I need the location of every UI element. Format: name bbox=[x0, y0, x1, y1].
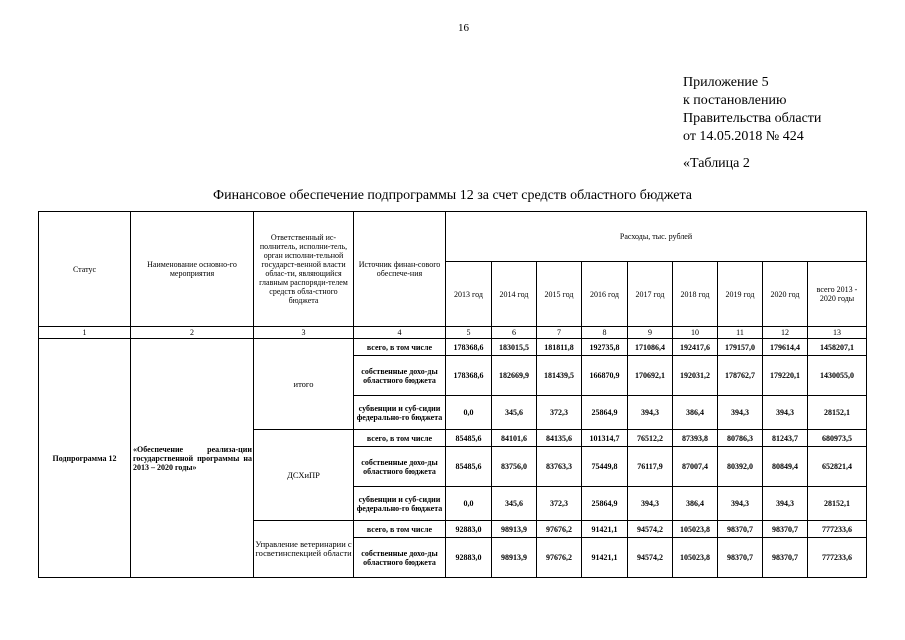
value-cell: 87393,8 bbox=[673, 430, 718, 447]
table-label: «Таблица 2 bbox=[683, 156, 750, 171]
status-cell: Подпрограмма 12 bbox=[39, 339, 131, 578]
value-cell: 680973,5 bbox=[808, 430, 867, 447]
header-executor: Ответственный ис-полнитель, исполни-тель, орган исполни-тельной государст-венной власти облас-ти, являющийся главным распоряди-телем средств обла-стного бюджета bbox=[254, 212, 354, 327]
value-cell: 92883,0 bbox=[446, 538, 492, 578]
column-number: 9 bbox=[628, 327, 673, 339]
value-cell: 98913,9 bbox=[492, 538, 537, 578]
value-cell: 181811,8 bbox=[537, 339, 582, 356]
document-title: Финансовое обеспечение подпрограммы 12 за счет средств областного бюджета bbox=[213, 188, 692, 203]
value-cell: 0,0 bbox=[446, 487, 492, 521]
value-cell: 28152,1 bbox=[808, 396, 867, 430]
value-cell: 97676,2 bbox=[537, 538, 582, 578]
source-cell: всего, в том числе bbox=[354, 521, 446, 538]
value-cell: 98370,7 bbox=[718, 521, 763, 538]
value-cell: 101314,7 bbox=[582, 430, 628, 447]
value-cell: 372,3 bbox=[537, 487, 582, 521]
header-year: 2019 год bbox=[718, 262, 763, 327]
page-number: 16 bbox=[458, 22, 469, 34]
column-number: 6 bbox=[492, 327, 537, 339]
executor-cell: ДСХиПР bbox=[254, 430, 354, 521]
value-cell: 179220,1 bbox=[763, 356, 808, 396]
value-cell: 97676,2 bbox=[537, 521, 582, 538]
value-cell: 25864,9 bbox=[582, 396, 628, 430]
value-cell: 98370,7 bbox=[718, 538, 763, 578]
value-cell: 80849,4 bbox=[763, 447, 808, 487]
header-event-name: Наименование основно-го мероприятия bbox=[131, 212, 254, 327]
value-cell: 81243,7 bbox=[763, 430, 808, 447]
value-cell: 178368,6 bbox=[446, 356, 492, 396]
value-cell: 394,3 bbox=[628, 487, 673, 521]
value-cell: 394,3 bbox=[763, 396, 808, 430]
value-cell: 0,0 bbox=[446, 396, 492, 430]
appendix-line: Правительства области bbox=[683, 111, 822, 126]
executor-cell: Управление ветеринарии с госветинспекцией области bbox=[254, 521, 354, 578]
value-cell: 76117,9 bbox=[628, 447, 673, 487]
header-year: 2017 год bbox=[628, 262, 673, 327]
value-cell: 181439,5 bbox=[537, 356, 582, 396]
value-cell: 83763,3 bbox=[537, 447, 582, 487]
value-cell: 98370,7 bbox=[763, 538, 808, 578]
value-cell: 80392,0 bbox=[718, 447, 763, 487]
value-cell: 777233,6 bbox=[808, 538, 867, 578]
column-number: 1 bbox=[39, 327, 131, 339]
value-cell: 94574,2 bbox=[628, 538, 673, 578]
value-cell: 179614,4 bbox=[763, 339, 808, 356]
header-expenses: Расходы, тыс. рублей bbox=[446, 212, 867, 262]
value-cell: 394,3 bbox=[718, 487, 763, 521]
value-cell: 91421,1 bbox=[582, 538, 628, 578]
column-number: 3 bbox=[254, 327, 354, 339]
source-cell: собственные дохо-ды областного бюджета bbox=[354, 356, 446, 396]
column-number: 4 bbox=[354, 327, 446, 339]
header-year: 2020 год bbox=[763, 262, 808, 327]
column-number: 13 bbox=[808, 327, 867, 339]
header-status: Статус bbox=[39, 212, 131, 327]
value-cell: 192031,2 bbox=[673, 356, 718, 396]
value-cell: 178368,6 bbox=[446, 339, 492, 356]
value-cell: 87007,4 bbox=[673, 447, 718, 487]
value-cell: 28152,1 bbox=[808, 487, 867, 521]
appendix-line: Приложение 5 bbox=[683, 75, 769, 90]
value-cell: 183015,5 bbox=[492, 339, 537, 356]
value-cell: 178762,7 bbox=[718, 356, 763, 396]
value-cell: 394,3 bbox=[763, 487, 808, 521]
value-cell: 105023,8 bbox=[673, 538, 718, 578]
column-number: 7 bbox=[537, 327, 582, 339]
value-cell: 105023,8 bbox=[673, 521, 718, 538]
value-cell: 98370,7 bbox=[763, 521, 808, 538]
value-cell: 85485,6 bbox=[446, 447, 492, 487]
value-cell: 98913,9 bbox=[492, 521, 537, 538]
financing-table bbox=[38, 211, 867, 578]
value-cell: 192417,6 bbox=[673, 339, 718, 356]
header-year: 2018 год bbox=[673, 262, 718, 327]
source-cell: субвенции и суб-сидии федерально-го бюджета bbox=[354, 487, 446, 521]
column-number: 12 bbox=[763, 327, 808, 339]
value-cell: 84101,6 bbox=[492, 430, 537, 447]
value-cell: 166870,9 bbox=[582, 356, 628, 396]
value-cell: 80786,3 bbox=[718, 430, 763, 447]
value-cell: 394,3 bbox=[628, 396, 673, 430]
source-cell: всего, в том числе bbox=[354, 339, 446, 356]
header-year: 2013 год bbox=[446, 262, 492, 327]
column-number: 5 bbox=[446, 327, 492, 339]
value-cell: 192735,8 bbox=[582, 339, 628, 356]
value-cell: 1430055,0 bbox=[808, 356, 867, 396]
event-name-cell: «Обеспечение реализа-ции государственной программы на 2013 – 2020 годы» bbox=[131, 339, 254, 578]
source-cell: субвенции и суб-сидии федерально-го бюджета bbox=[354, 396, 446, 430]
source-cell: собственные дохо-ды областного бюджета bbox=[354, 447, 446, 487]
source-cell: всего, в том числе bbox=[354, 430, 446, 447]
value-cell: 372,3 bbox=[537, 396, 582, 430]
value-cell: 777233,6 bbox=[808, 521, 867, 538]
value-cell: 75449,8 bbox=[582, 447, 628, 487]
value-cell: 386,4 bbox=[673, 396, 718, 430]
value-cell: 182669,9 bbox=[492, 356, 537, 396]
value-cell: 94574,2 bbox=[628, 521, 673, 538]
value-cell: 170692,1 bbox=[628, 356, 673, 396]
value-cell: 91421,1 bbox=[582, 521, 628, 538]
column-number: 8 bbox=[582, 327, 628, 339]
appendix-line: от 14.05.2018 № 424 bbox=[683, 129, 804, 144]
value-cell: 394,3 bbox=[718, 396, 763, 430]
executor-cell: итого bbox=[254, 339, 354, 430]
value-cell: 345,6 bbox=[492, 487, 537, 521]
table-row bbox=[39, 339, 867, 356]
column-number: 2 bbox=[131, 327, 254, 339]
value-cell: 92883,0 bbox=[446, 521, 492, 538]
value-cell: 345,6 bbox=[492, 396, 537, 430]
value-cell: 171086,4 bbox=[628, 339, 673, 356]
value-cell: 179157,0 bbox=[718, 339, 763, 356]
header-year: 2015 год bbox=[537, 262, 582, 327]
value-cell: 83756,0 bbox=[492, 447, 537, 487]
appendix-line: к постановлению bbox=[683, 93, 787, 108]
value-cell: 1458207,1 bbox=[808, 339, 867, 356]
value-cell: 25864,9 bbox=[582, 487, 628, 521]
header-source: Источник финан-сового обеспече-ния bbox=[354, 212, 446, 327]
column-number: 10 bbox=[673, 327, 718, 339]
source-cell: собственные дохо-ды областного бюджета bbox=[354, 538, 446, 578]
column-number: 11 bbox=[718, 327, 763, 339]
value-cell: 386,4 bbox=[673, 487, 718, 521]
header-year: всего 2013 - 2020 годы bbox=[808, 262, 867, 327]
header-year: 2014 год bbox=[492, 262, 537, 327]
value-cell: 85485,6 bbox=[446, 430, 492, 447]
appendix-block bbox=[683, 74, 821, 146]
value-cell: 652821,4 bbox=[808, 447, 867, 487]
value-cell: 84135,6 bbox=[537, 430, 582, 447]
value-cell: 76512,2 bbox=[628, 430, 673, 447]
header-year: 2016 год bbox=[582, 262, 628, 327]
